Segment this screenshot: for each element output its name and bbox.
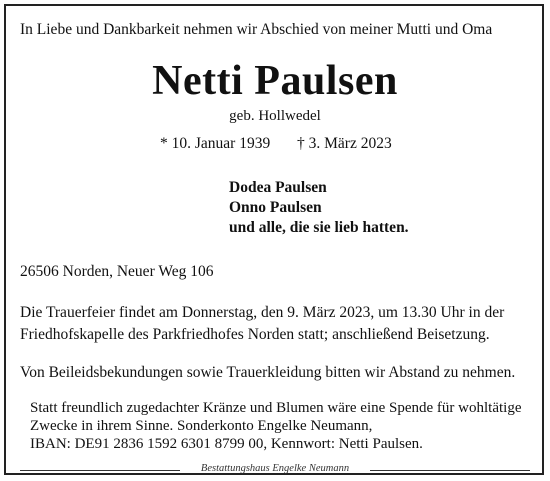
donation-line: Zwecke in ihrem Sinne. Sonderkonto Engelke Neumann, — [30, 418, 373, 434]
mourner: und alle, die sie lieb hatten. — [229, 219, 409, 236]
donation-info — [30, 399, 521, 453]
intro-text: In Liebe und Dankbarkeit nehmen wir Abschied von meiner Mutti und Oma — [20, 21, 493, 38]
donation-line: IBAN: DE91 2836 1592 6301 8799 00, Kennwort: Netti Paulsen. — [30, 436, 423, 452]
mourners-list — [229, 178, 409, 238]
funeral-line: Die Trauerfeier findet am Donnerstag, den 9. März 2023, um 13.30 Uhr in der — [20, 304, 505, 321]
deceased-name: Netti Paulsen — [152, 58, 398, 104]
death-date: † 3. März 2023 — [297, 135, 392, 152]
birth-date: * 10. Januar 1939 — [160, 135, 271, 152]
condolence-note: Von Beileidsbekundungen sowie Trauerkleidung bitten wir Abstand zu nehmen. — [20, 364, 516, 381]
funeral-info — [20, 302, 504, 346]
donation-line: Statt freundlich zugedachter Kränze und Blumen wäre eine Spende für wohltätige — [30, 400, 522, 416]
mourner: Dodea Paulsen — [229, 179, 327, 196]
funeral-line: Friedhofskapelle des Parkfriedhofes Norden statt; anschließend Beisetzung. — [20, 326, 490, 343]
address: 26506 Norden, Neuer Weg 106 — [20, 263, 214, 280]
mourner: Onno Paulsen — [229, 199, 322, 216]
birth-name: geb. Hollwedel — [229, 108, 321, 124]
funeral-home: Bestattungshaus Engelke Neumann — [200, 463, 350, 474]
